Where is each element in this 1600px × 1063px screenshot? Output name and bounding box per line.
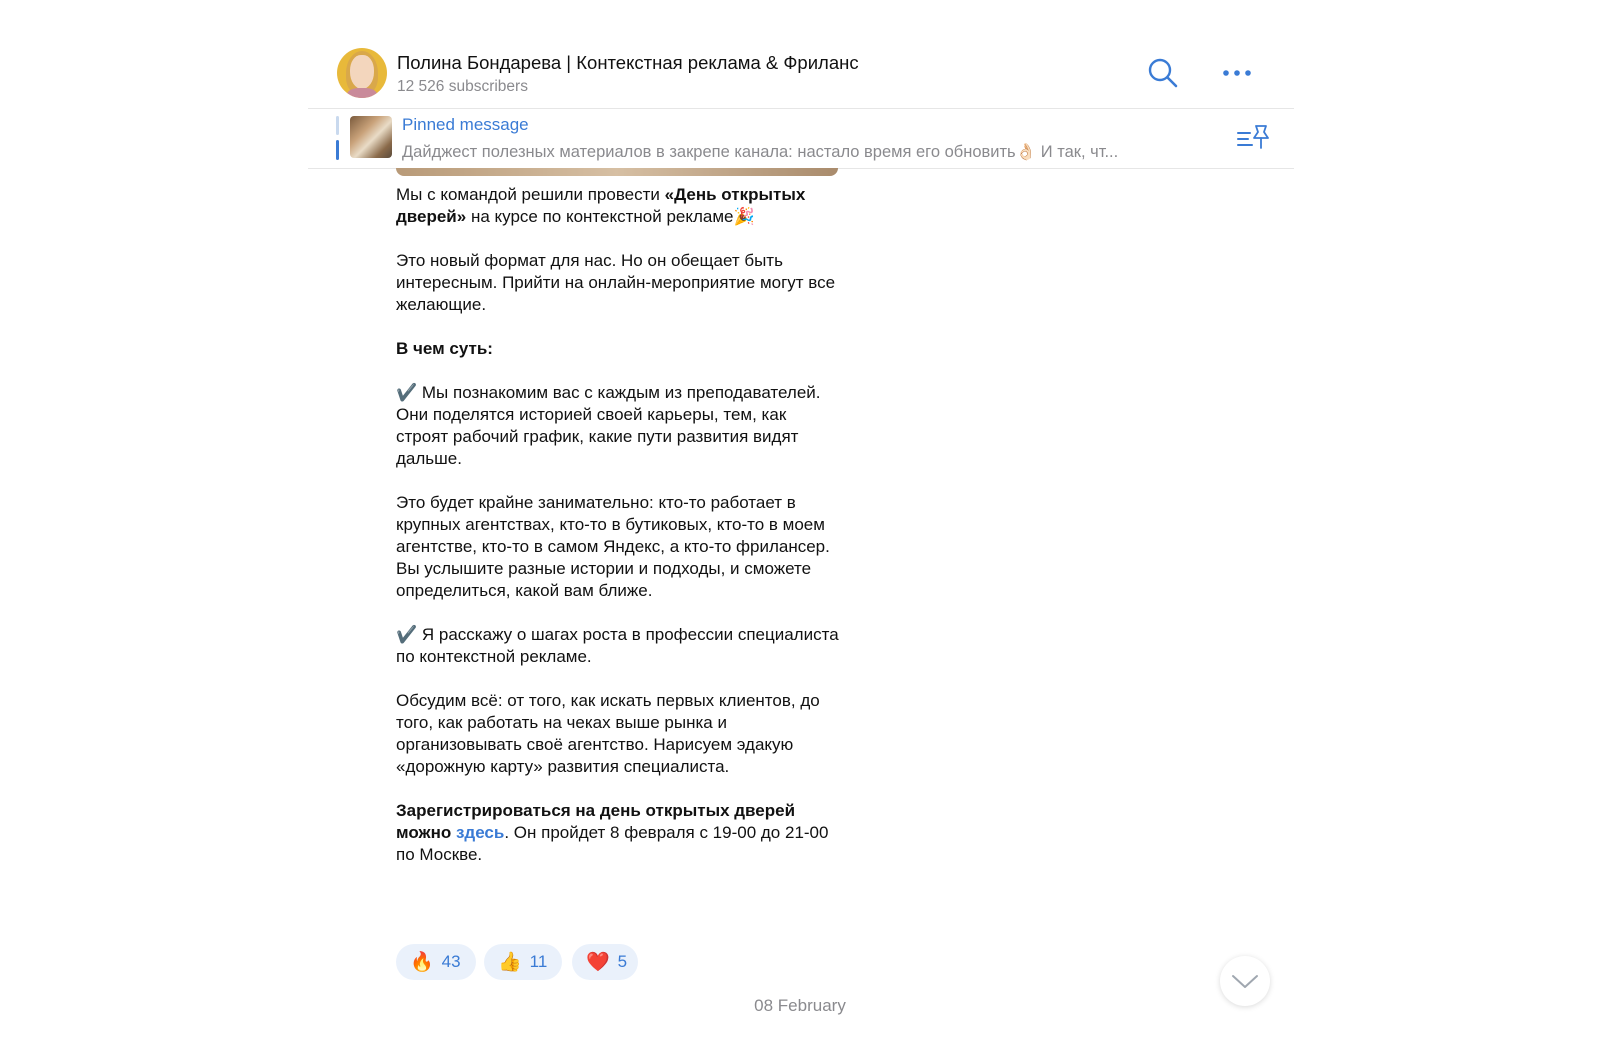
heart-icon: ❤️ [586, 952, 610, 973]
message-bold-text: В чем суть: [396, 339, 493, 358]
message-paragraph [396, 338, 842, 360]
reaction-count: 11 [529, 952, 548, 971]
channel-title[interactable]: Полина Бондарева | Контекстная реклама & Фриланс [397, 52, 859, 73]
message-paragraph: ✔️ Мы познакомим вас с каждым из преподавателей. Они поделятся историей своей карьеры, тем, как строят рабочий график, какие пути развития видят дальше. [396, 383, 821, 468]
channel-message [396, 184, 842, 866]
reaction-count: 5 [617, 952, 628, 971]
scroll-down-button[interactable] [1220, 956, 1270, 1006]
chevron-down-icon [1220, 956, 1270, 1006]
reaction-fire[interactable] [396, 944, 476, 980]
pinned-thumbnail [350, 116, 392, 158]
pinned-indicator-segment [336, 116, 339, 135]
registration-link[interactable]: здесь [455, 823, 505, 842]
message-bold-text: «День открытых дверей» [396, 185, 806, 226]
message-paragraph [396, 184, 842, 228]
pin-list-icon [1236, 122, 1270, 152]
pinned-label: Pinned message [402, 115, 529, 134]
message-bold-text: Зарегистрироваться на день открытых дверей можно [396, 801, 796, 842]
search-button[interactable] [1146, 56, 1180, 90]
thumbs-up-icon: 👍 [498, 952, 522, 973]
channel-avatar[interactable] [337, 48, 387, 98]
pinned-preview-text: Дайджест полезных материалов в закрепе канала: настало время его обновить👌🏻 И так, чт... [402, 143, 1119, 161]
subscriber-count: 12 526 subscribers [397, 78, 528, 95]
avatar-face [350, 55, 374, 89]
message-media-bottom[interactable] [396, 168, 838, 176]
avatar-body [347, 88, 377, 98]
pinned-indicator [336, 116, 339, 162]
pinned-message-bar[interactable] [308, 108, 1294, 169]
search-icon [1146, 56, 1180, 90]
message-paragraph: ✔️ Я расскажу о шагах роста в профессии специалиста по контекстной рекламе. [396, 625, 839, 666]
fire-icon: 🔥 [410, 952, 434, 973]
message-text: . Он пройдет 8 февраля с 19-00 до 21-00 по Москве. [396, 823, 829, 864]
message-paragraph: Обсудим всё: от того, как искать первых клиентов, до того, как работать на чеках выше рынка и организовывать своё агентство. Нарисуем эдакую «дорожную карту» развития специалиста. [396, 691, 820, 776]
reaction-heart[interactable] [572, 944, 638, 980]
date-separator: 08 February [754, 996, 846, 1015]
message-text: на курсе по контекстной рекламе🎉 [466, 207, 755, 226]
reaction-thumbs-up[interactable] [484, 944, 562, 980]
chat-header [308, 40, 1294, 109]
message-paragraph [396, 800, 842, 866]
more-options-button[interactable] [1220, 56, 1254, 90]
pinned-indicator-segment-active [336, 140, 339, 160]
reaction-count: 43 [441, 952, 461, 971]
message-text: Мы с командой решили провести [396, 185, 665, 204]
message-paragraph: Это будет крайне занимательно: кто-то работает в крупных агентствах, кто-то в бутиковых, кто-то в моем агентстве, кто-то в самом Яндекс, а кто-то фрилансер. Вы услышите разные истории и подходы, и сможете определиться, какой вам ближе. [396, 493, 830, 600]
more-dots-icon [1220, 56, 1254, 90]
pinned-list-button[interactable] [1236, 122, 1270, 152]
message-paragraph: Это новый формат для нас. Но он обещает быть интересным. Прийти на онлайн-мероприятие могут все желающие. [396, 251, 836, 314]
